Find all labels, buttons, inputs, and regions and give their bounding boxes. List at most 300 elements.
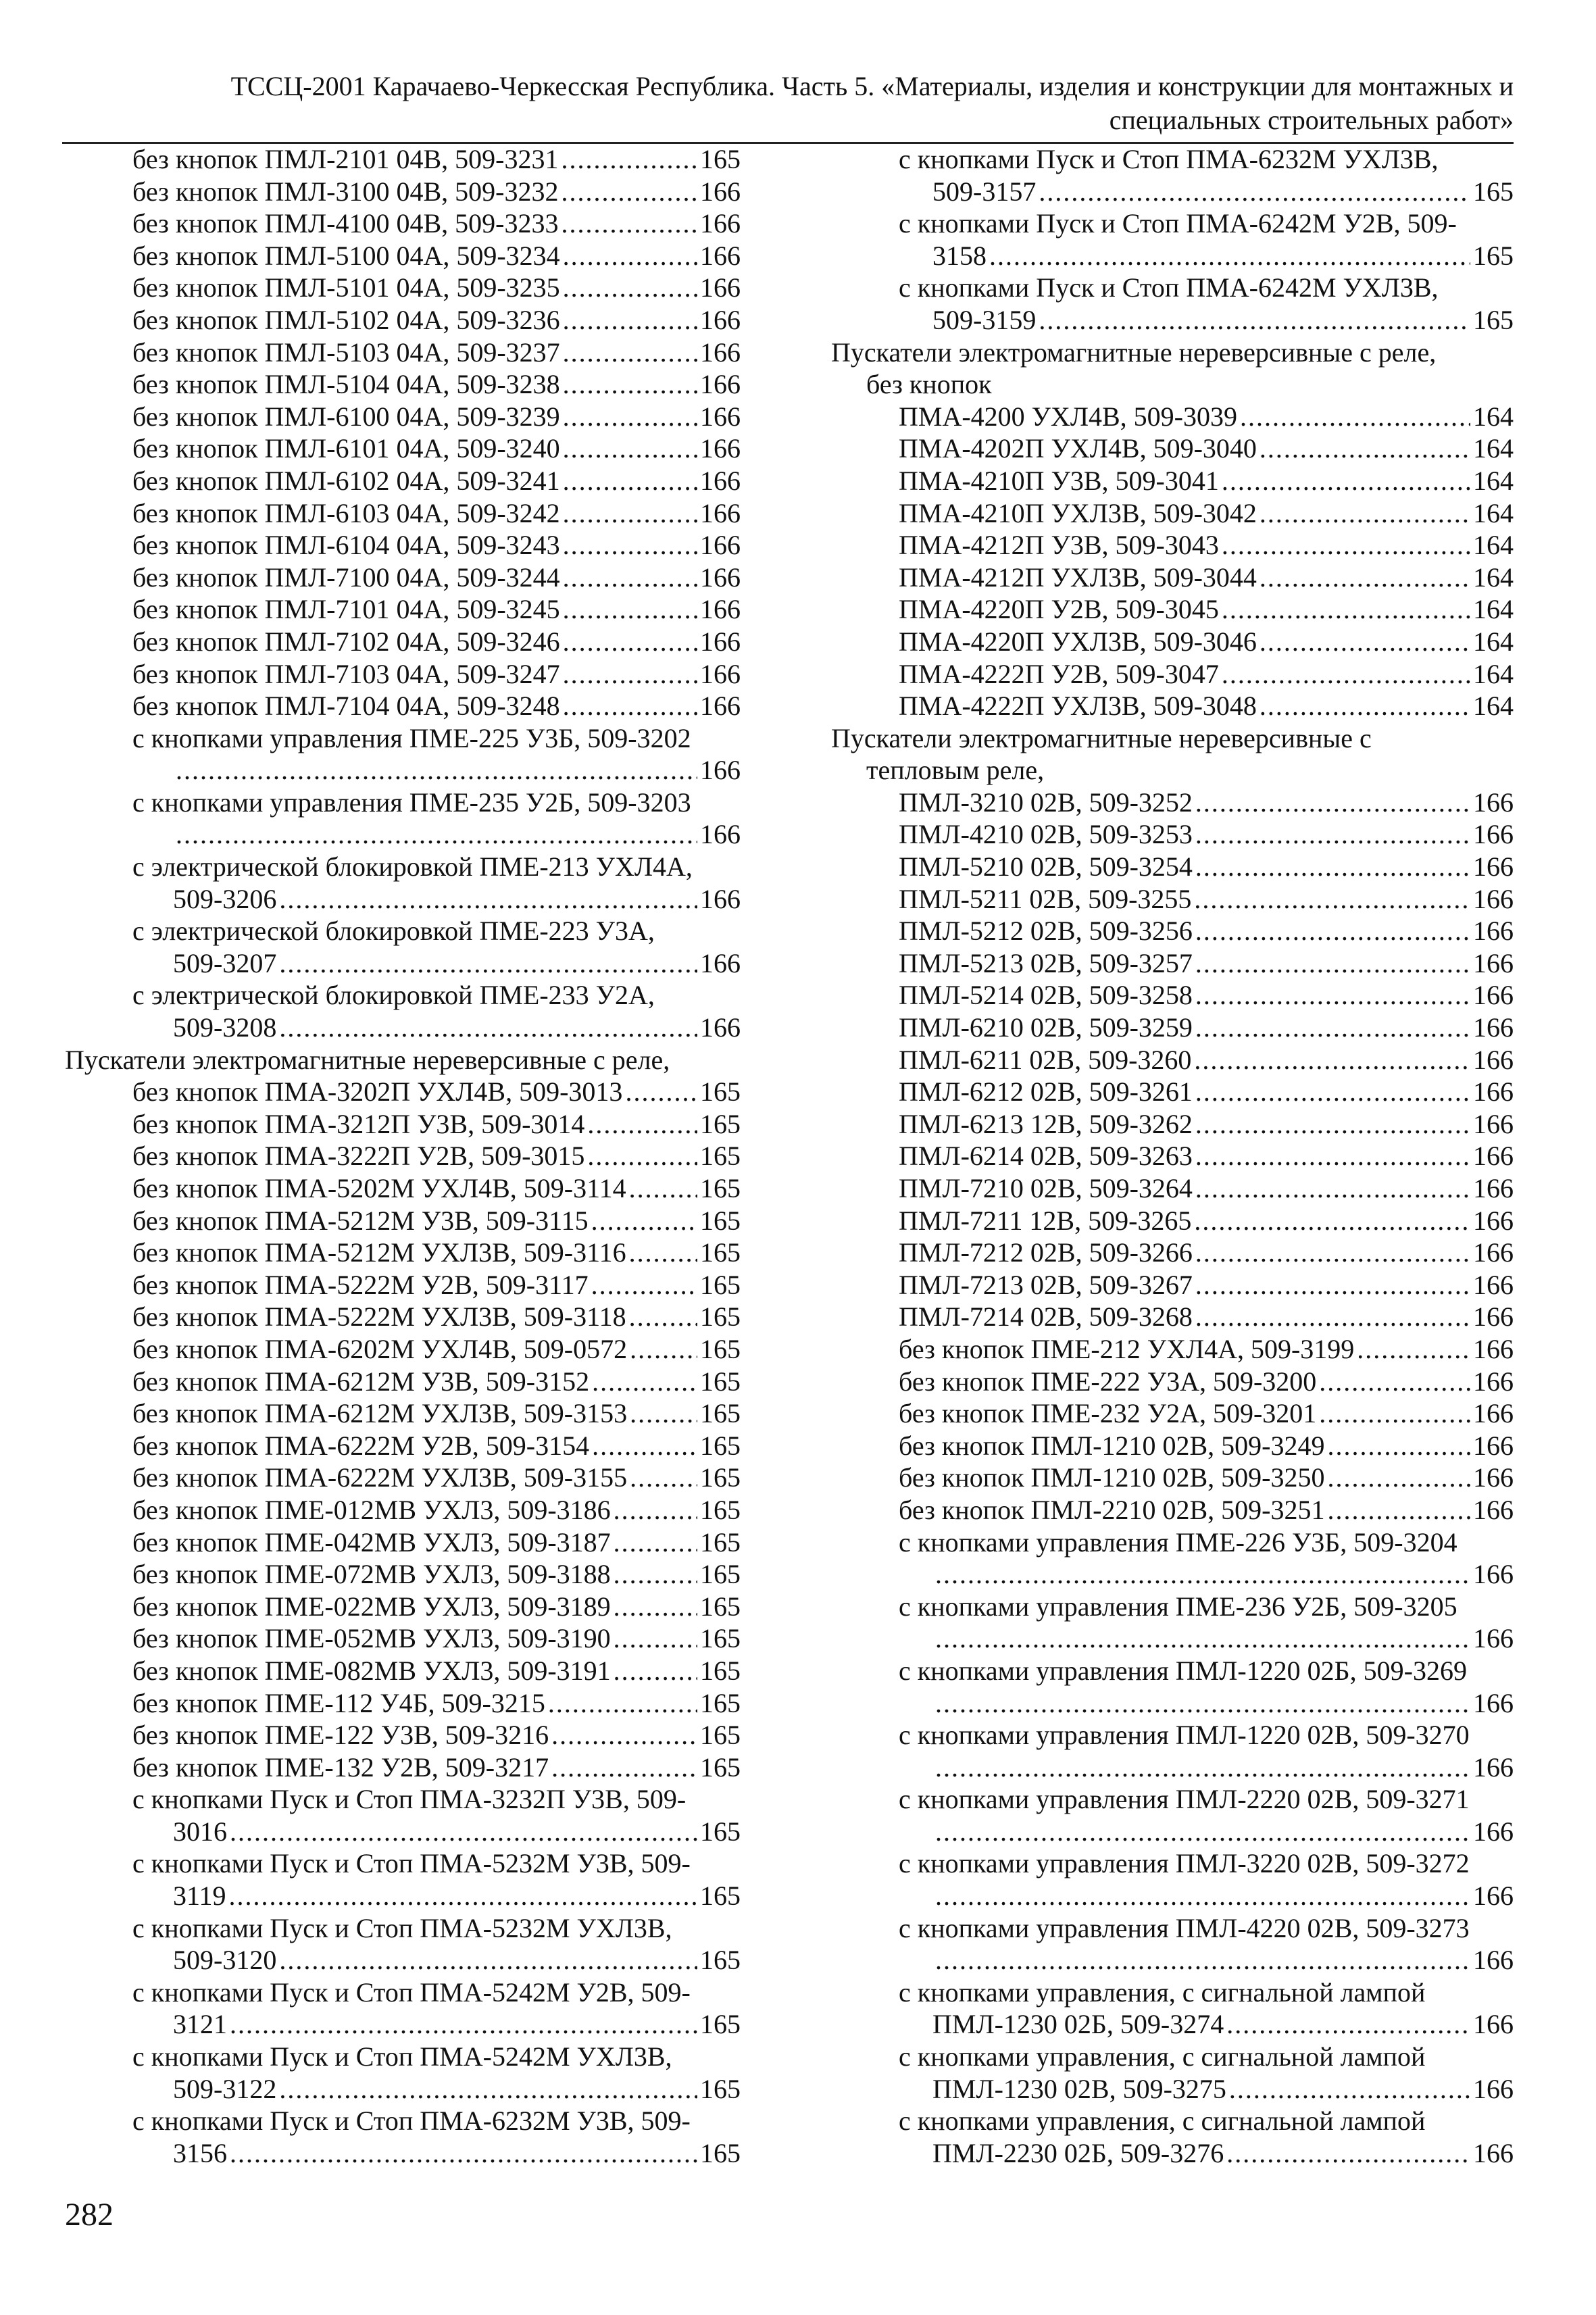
index-entry — [831, 658, 1514, 691]
dot-leader — [614, 1494, 697, 1526]
entry-page: 166 — [1473, 819, 1514, 850]
index-entry-row — [831, 1494, 1514, 1526]
index-entry — [831, 979, 1514, 1012]
index-entry — [831, 818, 1514, 851]
dot-leader — [229, 1880, 697, 1912]
dot-leader — [1327, 1462, 1470, 1494]
dot-leader — [935, 1558, 1470, 1591]
dot-leader — [1195, 1012, 1470, 1044]
index-entry-row — [831, 1237, 1514, 1269]
entry-text-line-1: с кнопками Пуск и Стоп ПМА-5242М У2В, 509- — [132, 1976, 691, 2008]
entry-page: 165 — [700, 1301, 741, 1333]
section-heading: Пускатели электромагнитные нереверсивные с реле, — [65, 1044, 670, 1075]
entry-page: 166 — [1473, 1559, 1514, 1590]
entry-page: 165 — [700, 1141, 741, 1172]
entry-text: ПМА-4212П УХЛ3В, 509-3044 — [899, 562, 1257, 593]
index-entry — [65, 1140, 741, 1172]
entry-text: без кнопок ПМА-5212М У3В, 509-3115 — [132, 1205, 589, 1236]
dot-leader — [1195, 915, 1470, 947]
dot-leader — [1357, 1333, 1470, 1366]
index-entry-row — [65, 1719, 741, 1751]
index-entry — [65, 1076, 741, 1108]
index-entry-row — [831, 915, 1514, 947]
index-entry-row — [831, 1076, 1514, 1108]
entry-page: 166 — [700, 240, 741, 271]
dot-leader — [630, 1462, 697, 1494]
entry-page: 165 — [700, 2137, 741, 2168]
dot-leader — [563, 432, 697, 465]
dot-leader — [1226, 2137, 1470, 2170]
entry-text: ПМЛ-5213 02В, 509-3257 — [899, 947, 1193, 978]
dot-leader — [935, 1687, 1470, 1720]
index-entry-row — [831, 1301, 1514, 1333]
index-entry-row — [831, 690, 1514, 722]
index-entry-row — [65, 529, 741, 562]
entry-text-line-1: с кнопками Пуск и Стоп ПМА-3232П У3В, 509- — [132, 1784, 687, 1815]
entry-page: 166 — [700, 658, 741, 689]
index-entry — [65, 2041, 741, 2105]
entry-text: без кнопок ПМА-5222М УХЛ3В, 509-3118 — [132, 1301, 626, 1333]
entry-page: 164 — [1473, 497, 1514, 528]
entry-page: 165 — [1473, 304, 1514, 335]
entry-page: 165 — [700, 1526, 741, 1558]
entry-page: 166 — [700, 755, 741, 786]
index-entry-row — [831, 947, 1514, 980]
entry-text-line-1: с кнопками Пуск и Стоп ПМА-6232М У3В, 509- — [132, 2106, 691, 2137]
index-entry — [831, 1462, 1514, 1494]
entry-page: 166 — [1473, 1945, 1514, 1976]
index-entry-row — [65, 497, 741, 530]
dot-leader — [1039, 304, 1470, 337]
index-entry — [831, 1333, 1514, 1366]
index-entry-row — [831, 1366, 1514, 1398]
entry-page: 165 — [700, 1751, 741, 1783]
index-entry-row — [65, 1880, 741, 1912]
entry-text: ПМЛ-6212 02В, 509-3261 — [899, 1076, 1193, 1107]
index-entry-row — [831, 304, 1514, 337]
index-entry — [65, 1269, 741, 1301]
entry-page: 165 — [700, 1816, 741, 1847]
entry-page: 166 — [1473, 1076, 1514, 1107]
entry-text-line-1: с кнопками управления ПМЛ-1220 02Б, 509-3269 — [899, 1655, 1467, 1686]
entry-page: 166 — [700, 304, 741, 335]
entry-text: ПМЛ-1230 02Б, 509-3274 — [932, 2009, 1224, 2040]
index-entry-row — [65, 1397, 741, 1430]
index-entry-row — [831, 2137, 1514, 2170]
index-entry-row — [65, 368, 741, 401]
section-heading-line-1: Пускатели электромагнитные нереверсивные с — [831, 722, 1372, 753]
index-entry-row — [831, 1172, 1514, 1205]
dot-leader — [1195, 1076, 1470, 1108]
index-entry — [831, 272, 1514, 336]
dot-leader — [1260, 497, 1470, 530]
index-entry-row — [65, 947, 741, 980]
index-entry — [65, 465, 741, 497]
entry-text: ПМЛ-5210 02В, 509-3254 — [899, 851, 1193, 882]
entry-text-line-1: с кнопками управления, с сигнальной лампой — [899, 2106, 1426, 2137]
entry-text: 509-3122 — [173, 2073, 277, 2104]
entry-page: 166 — [1473, 1816, 1514, 1847]
entry-text: без кнопок ПМЛ-6103 04А, 509-3242 — [132, 497, 560, 528]
index-entry — [831, 593, 1514, 626]
entry-page: 164 — [1473, 658, 1514, 689]
dot-leader — [1319, 1397, 1470, 1430]
index-column-left — [65, 143, 741, 2169]
dot-leader — [1222, 658, 1470, 691]
index-entry — [831, 1012, 1514, 1044]
entry-page: 166 — [1473, 1333, 1514, 1364]
entry-text: без кнопок ПМЛ-7101 04А, 509-3245 — [132, 594, 560, 625]
entry-page: 166 — [1473, 1494, 1514, 1525]
dot-leader — [563, 304, 697, 337]
section-heading-line-1: Пускатели электромагнитные нереверсивные с реле, — [831, 337, 1437, 368]
dot-leader — [563, 626, 697, 658]
dot-leader — [629, 1237, 697, 1269]
entry-page: 165 — [700, 1591, 741, 1622]
index-entry — [831, 1269, 1514, 1301]
dot-leader — [614, 1526, 697, 1559]
entry-text: без кнопок ПМЛ-5104 04А, 509-3238 — [132, 369, 560, 400]
entry-text: без кнопок ПМЕ-072МВ УХЛ3, 509-3188 — [132, 1559, 611, 1590]
entry-text: без кнопок ПМЛ-1210 02В, 509-3250 — [899, 1462, 1325, 1493]
index-entry — [831, 1397, 1514, 1430]
entry-page: 166 — [1473, 1623, 1514, 1654]
index-entry-row — [65, 1622, 741, 1655]
entry-text: без кнопок ПМА-3212П У3В, 509-3014 — [132, 1108, 585, 1139]
index-entry-row — [65, 401, 741, 433]
index-entry — [65, 401, 741, 433]
index-entry-row — [65, 754, 741, 787]
index-entry — [831, 1172, 1514, 1205]
dot-leader — [614, 1655, 697, 1687]
entry-page: 166 — [700, 594, 741, 625]
index-entry-row — [65, 1591, 741, 1623]
dot-leader — [563, 465, 697, 497]
entry-text: 509-3208 — [173, 1012, 277, 1043]
dot-leader — [563, 562, 697, 594]
entry-page: 165 — [700, 1945, 741, 1976]
entry-text-line-1: с электрической блокировкой ПМЕ-223 У3А, — [132, 916, 655, 947]
entry-page: 166 — [1473, 916, 1514, 947]
entry-page: 166 — [700, 1012, 741, 1043]
dot-leader — [592, 1430, 697, 1462]
index-entry-row — [831, 529, 1514, 562]
index-entry — [65, 497, 741, 530]
index-entry — [65, 176, 741, 208]
entry-text-line-1: с кнопками Пуск и Стоп ПМА-6242М У2В, 509- — [899, 208, 1457, 239]
dot-leader — [1195, 1301, 1470, 1333]
entry-page: 164 — [1473, 433, 1514, 464]
entry-text: ПМЛ-6210 02В, 509-3259 — [899, 1012, 1193, 1043]
entry-text: без кнопок ПМА-5222М У2В, 509-3117 — [132, 1269, 589, 1300]
entry-text: без кнопок ПМЛ-7102 04А, 509-3246 — [132, 626, 560, 657]
entry-text-line-1: с кнопками управления ПМЛ-1220 02В, 509-3270 — [899, 1720, 1470, 1751]
dot-leader — [563, 497, 697, 530]
dot-leader — [561, 207, 697, 240]
index-entry-row — [831, 401, 1514, 433]
index-entry — [831, 915, 1514, 947]
index-entry — [65, 1462, 741, 1494]
dot-leader — [230, 2137, 697, 2170]
entry-page: 165 — [700, 1623, 741, 1654]
index-entry — [831, 143, 1514, 207]
entry-text-line-1: с кнопками Пуск и Стоп ПМА-6242М УХЛ3В, — [899, 272, 1439, 303]
index-entry-row — [65, 1172, 741, 1205]
index-entry — [65, 1366, 741, 1398]
entry-text-line-1: с кнопками Пуск и Стоп ПМА-5232М УХЛ3В, — [132, 1912, 672, 1943]
index-entry-row — [831, 432, 1514, 465]
entry-text: ПМЛ-7214 02В, 509-3268 — [899, 1301, 1193, 1333]
index-entry-row — [831, 626, 1514, 658]
entry-text: ПМЛ-7210 02В, 509-3264 — [899, 1173, 1193, 1203]
index-entry — [831, 1140, 1514, 1172]
index-entry-row — [65, 1430, 741, 1462]
entry-text: ПМА-4202П УХЛ4В, 509-3040 — [899, 433, 1257, 464]
dot-leader — [630, 1397, 697, 1430]
entry-text: ПМЛ-6211 02В, 509-3260 — [899, 1044, 1192, 1075]
entry-page: 166 — [700, 530, 741, 561]
index-entry — [831, 497, 1514, 530]
index-entry — [831, 851, 1514, 883]
dot-leader — [279, 1012, 697, 1044]
index-entry-row — [831, 851, 1514, 883]
index-entry-row — [65, 1237, 741, 1269]
entry-text: 3158 — [932, 240, 987, 271]
dot-leader — [563, 272, 697, 304]
dot-leader — [279, 1944, 697, 1976]
entry-text: ПМА-4220П У2В, 509-3045 — [899, 594, 1219, 625]
index-entry-row — [65, 658, 741, 691]
dot-leader — [1195, 851, 1470, 883]
dot-leader — [614, 1622, 697, 1655]
dot-leader — [563, 240, 697, 272]
entry-text: 509-3157 — [932, 176, 1037, 207]
index-entry-row — [831, 1044, 1514, 1076]
index-entry — [65, 1622, 741, 1655]
entry-page: 166 — [700, 369, 741, 400]
index-entry-row — [65, 432, 741, 465]
index-entry-row — [65, 2008, 741, 2041]
entry-text: ПМА-4222П У2В, 509-3047 — [899, 658, 1219, 689]
dot-leader — [1327, 1494, 1470, 1526]
index-entry-row — [65, 337, 741, 369]
entry-page: 166 — [1473, 980, 1514, 1011]
dot-leader — [1194, 883, 1470, 916]
entry-text: без кнопок ПМЛ-6104 04А, 509-3243 — [132, 530, 560, 561]
index-entry — [65, 529, 741, 562]
dot-leader — [561, 176, 697, 208]
index-entry — [65, 658, 741, 691]
index-entry-row — [65, 1012, 741, 1044]
entry-page: 166 — [700, 562, 741, 593]
entry-page: 166 — [700, 176, 741, 207]
entry-page: 166 — [1473, 1462, 1514, 1493]
entry-page: 166 — [1473, 1430, 1514, 1461]
entry-page: 166 — [1473, 1366, 1514, 1397]
entry-text: ПМЛ-5212 02В, 509-3256 — [899, 916, 1193, 947]
index-entry — [831, 1366, 1514, 1398]
entry-page: 165 — [700, 1720, 741, 1751]
index-entry — [831, 1591, 1514, 1655]
entry-page: 166 — [700, 819, 741, 850]
entry-page: 166 — [1473, 1205, 1514, 1236]
entry-text: без кнопок ПМЕ-222 У3А, 509-3200 — [899, 1366, 1317, 1397]
index-entry-row — [65, 593, 741, 626]
index-entry — [831, 1526, 1514, 1591]
dot-leader — [1195, 1172, 1470, 1205]
entry-page: 165 — [700, 1173, 741, 1203]
entry-text-line-1: с кнопками управления ПМЕ-226 У3Б, 509-3204 — [899, 1526, 1457, 1558]
entry-text: без кнопок ПМЛ-7100 04А, 509-3244 — [132, 562, 560, 593]
index-entry — [65, 1976, 741, 2041]
entry-text: ПМЛ-5214 02В, 509-3258 — [899, 980, 1193, 1011]
index-entry — [831, 562, 1514, 594]
entry-page: 166 — [1473, 2137, 1514, 2168]
index-entry — [831, 1783, 1514, 1847]
section-heading-line-2: тепловым реле, — [866, 755, 1045, 786]
entry-page: 166 — [1473, 1398, 1514, 1429]
dot-leader — [614, 1591, 697, 1623]
index-entry-row — [831, 1816, 1514, 1848]
index-entry-row — [65, 1269, 741, 1301]
entry-text-line-1: с кнопками управления ПМЕ-225 У3Б, 509-3202 — [132, 722, 691, 753]
index-entry — [831, 401, 1514, 433]
entry-page: 166 — [1473, 851, 1514, 882]
dot-leader — [1260, 432, 1470, 465]
index-entry — [831, 1076, 1514, 1108]
index-entry — [65, 690, 741, 722]
entry-page: 165 — [700, 1881, 741, 1912]
index-entry-row — [831, 1944, 1514, 1976]
entry-text-line-1: с кнопками управления ПМЛ-4220 02В, 509-3273 — [899, 1912, 1470, 1943]
index-entry-row — [65, 1205, 741, 1237]
index-entry — [65, 1526, 741, 1559]
entry-page: 166 — [1473, 1301, 1514, 1333]
entry-text: без кнопок ПМА-6212М У3В, 509-3152 — [132, 1366, 590, 1397]
entry-page: 166 — [1473, 1237, 1514, 1268]
entry-page: 166 — [1473, 1141, 1514, 1172]
index-entry — [65, 562, 741, 594]
dot-leader — [1229, 2073, 1470, 2106]
dot-leader — [1319, 1366, 1470, 1398]
index-entry-row — [831, 658, 1514, 691]
entry-text: без кнопок ПМЛ-5101 04А, 509-3235 — [132, 272, 560, 303]
index-entry — [831, 465, 1514, 497]
entry-page: 165 — [700, 1462, 741, 1493]
index-entry — [831, 626, 1514, 658]
index-entry — [831, 1205, 1514, 1237]
entry-page: 165 — [700, 1398, 741, 1429]
index-entry-row — [831, 818, 1514, 851]
entry-text-line-1: с кнопками управления ПМЕ-235 У2Б, 509-3203 — [132, 787, 691, 818]
index-entry-row — [65, 1108, 741, 1141]
dot-leader — [279, 947, 697, 980]
index-entry — [65, 432, 741, 465]
entry-text: без кнопок ПМЛ-5103 04А, 509-3237 — [132, 337, 560, 368]
index-entry-row — [65, 1140, 741, 1172]
dot-leader — [591, 1205, 697, 1237]
entry-page: 165 — [1473, 176, 1514, 207]
index-entry-row — [65, 272, 741, 304]
entry-text: ПМА-4212П У3В, 509-3043 — [899, 530, 1219, 561]
index-entry — [831, 2105, 1514, 2169]
entry-page: 165 — [700, 2073, 741, 2104]
index-entry — [65, 207, 741, 240]
entry-page: 165 — [700, 1108, 741, 1139]
index-entry — [65, 1783, 741, 1847]
entry-text: без кнопок ПМА-5202М УХЛ4В, 509-3114 — [132, 1173, 626, 1203]
entry-text: ПМЛ-6213 12В, 509-3262 — [899, 1108, 1193, 1139]
dot-leader — [1195, 818, 1470, 851]
index-entry — [65, 1430, 741, 1462]
index-entry — [831, 1108, 1514, 1141]
dot-leader — [1327, 1430, 1470, 1462]
index-entry-row — [831, 1687, 1514, 1720]
dot-leader — [630, 1333, 697, 1366]
entry-page: 164 — [1473, 626, 1514, 657]
index-entry-row — [831, 1558, 1514, 1591]
entry-text: без кнопок ПМА-6212М УХЛ3В, 509-3153 — [132, 1398, 628, 1429]
index-entry — [65, 304, 741, 337]
entry-text: без кнопок ПМА-5212М УХЛ3В, 509-3116 — [132, 1237, 626, 1268]
index-entry — [65, 1558, 741, 1591]
index-entry-row — [65, 626, 741, 658]
index-entry — [65, 851, 741, 915]
index-entry — [65, 1751, 741, 1784]
entry-text: без кнопок ПМЕ-082МВ УХЛ3, 509-3191 — [132, 1655, 611, 1686]
entry-page: 165 — [700, 1494, 741, 1525]
dot-leader — [561, 143, 697, 176]
entry-text: ПМА-4220П УХЛ3В, 509-3046 — [899, 626, 1257, 657]
index-entry-row — [65, 690, 741, 722]
entry-text: без кнопок ПМЛ-6102 04А, 509-3241 — [132, 465, 560, 496]
index-entry-row — [65, 2073, 741, 2106]
entry-page: 166 — [1473, 883, 1514, 914]
dot-leader — [563, 401, 697, 433]
dot-leader — [935, 1622, 1470, 1655]
dot-leader — [1222, 465, 1470, 497]
index-entry — [65, 1397, 741, 1430]
entry-page: 166 — [700, 497, 741, 528]
entry-text: без кнопок ПМЕ-212 УХЛ4А, 509-3199 — [899, 1333, 1355, 1364]
dot-leader — [1195, 1108, 1470, 1141]
entry-page: 165 — [700, 1269, 741, 1300]
index-entry — [65, 915, 741, 979]
index-entry-row — [831, 2073, 1514, 2106]
entry-text-line-1: с электрической блокировкой ПМЕ-213 УХЛ4А, — [132, 851, 693, 882]
dot-leader — [230, 1816, 697, 1848]
dot-leader — [591, 1269, 697, 1301]
index-entry-row — [65, 176, 741, 208]
entry-text-line-1: с кнопками Пуск и Стоп ПМА-6232М УХЛ3В, — [899, 144, 1439, 174]
entry-text: без кнопок ПМЛ-1210 02В, 509-3249 — [899, 1430, 1325, 1461]
index-entry-row — [65, 883, 741, 916]
index-entry — [65, 240, 741, 272]
index-entry-row — [65, 1494, 741, 1526]
dot-leader — [1260, 562, 1470, 594]
entry-text: без кнопок ПМЛ-7104 04А, 509-3248 — [132, 691, 560, 722]
index-entry — [65, 1237, 741, 1269]
index-entry-row — [831, 240, 1514, 272]
index-entry — [65, 1687, 741, 1720]
index-entry-row — [831, 2008, 1514, 2041]
entry-page: 164 — [1473, 530, 1514, 561]
entry-page: 166 — [1473, 787, 1514, 818]
entry-text: 509-3120 — [173, 1945, 277, 1976]
entry-text: ПМЛ-3210 02В, 509-3252 — [899, 787, 1193, 818]
index-entry-row — [65, 207, 741, 240]
entry-text: без кнопок ПМА-3202П УХЛ4В, 509-3013 — [132, 1076, 623, 1107]
